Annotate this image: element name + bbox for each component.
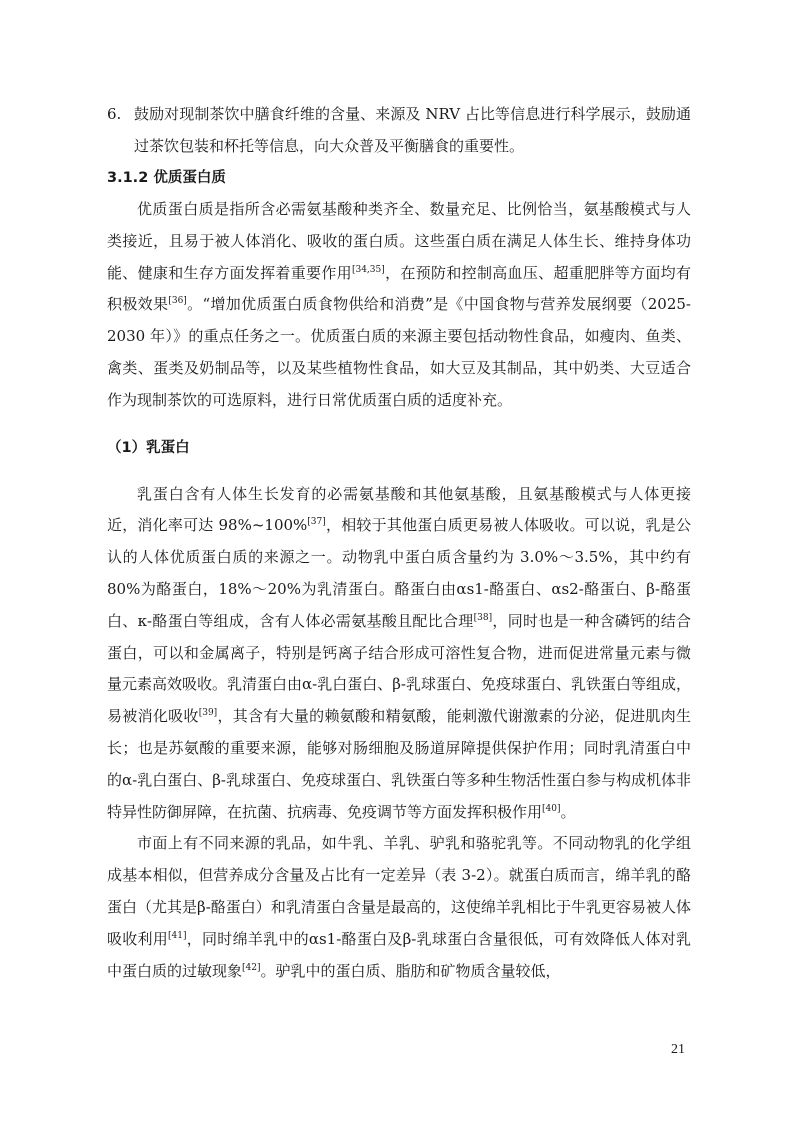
text-run: ，在预防和控制高血压、超重肥胖等方面均有积极效果	[107, 263, 691, 314]
citation: [37]	[307, 517, 326, 528]
paragraph-high-quality-protein	[107, 194, 691, 417]
list-number: 6.	[107, 105, 122, 123]
citation: [40]	[542, 803, 561, 814]
citation: [41]	[168, 930, 187, 941]
citation: [42]	[242, 962, 261, 973]
text-run: ，其含有大量的赖氨酸和精氨酸，能刺激代谢激素的分泌，促进肌肉生长；也是苏氨酸的重要来源，能够对肠细胞及肠道屏障提供保护作用；同时乳清蛋白中的α-乳白蛋白、β-乳球蛋白、免疫球蛋白、乳铁蛋白等多种生物活性蛋白参与构成机体非特异性防御屏障，在抗菌、抗病毒、免疫调节等方面发挥积极作用	[107, 707, 691, 821]
section-heading: 3.1.2 优质蛋白质	[107, 170, 226, 186]
paragraph-milk-protein	[107, 479, 691, 829]
citation: [36]	[168, 296, 187, 307]
text-run: 。	[560, 802, 576, 821]
text-run: 乳蛋白含有人体生长发育的必需氨基酸和其他氨基酸，且氨基酸模式与人体更接近，消化率可达 98%~100%	[107, 484, 691, 535]
text-run: 。“增加优质蛋白质食物供给和消费”是《中国食物与营养发展纲要（2025-2030 年）》的重点任务之一。优质蛋白质的来源主要包括动物性食品，如瘦肉、鱼类、禽类、蛋类及奶制品等，以及某些植物性食品，如大豆及其制品，其中奶类、大豆适合作为现制茶饮的可选原料，进行日常优质蛋白质的适度补充。	[107, 295, 691, 409]
citation: [39]	[198, 708, 218, 719]
list-item-6	[107, 98, 691, 162]
page-content	[107, 98, 691, 987]
text-run: ，相较于其他蛋白质更易被人体吸收。可以说，乳是公认的人体优质蛋白质的来源之一。动物乳中蛋白质含量约为 3.0%～3.5%，其中约有 80%为酪蛋白，18%～20%为乳清蛋白。酪蛋白由αs1-酪蛋白、αs2-酪蛋白、β-酪蛋白、κ-酪蛋白等组成，含有人体必需氨基酸且配比合理	[107, 516, 691, 630]
list-item-text: 鼓励对现制茶饮中膳食纤维的含量、来源及 NRV 占比等信息进行科学展示，鼓励通过茶饮包装和杯托等信息，向大众普及平衡膳食的重要性。	[134, 105, 691, 155]
citation: [34,35]	[351, 264, 385, 275]
text-run: ，同时也是一种含磷钙的结合蛋白，可以和金属离子，特别是钙离子结合形成可溶性复合物，进而促进常量元素与微量元素高效吸收。乳清蛋白由α-乳白蛋白、β-乳球蛋白、免疫球蛋白、乳铁蛋白等组成，易被消化吸收	[107, 611, 691, 726]
paragraph-milk-sources	[107, 828, 691, 987]
text-run: 。驴乳中的蛋白质、脂肪和矿物质含量较低，	[260, 961, 561, 980]
text-run: 市面上有不同来源的乳品，如牛乳、羊乳、驴乳和骆驼乳等。不同动物乳的化学组成基本相似，但营养成分含量及占比有一定差异（表 3-2）。就蛋白质而言，绵羊乳的酪蛋白（尤其是β-酪蛋白）和乳清蛋白含量是最高的，这使绵羊乳相比于牛乳更容易被人体吸收利用	[107, 834, 691, 948]
citation: [38]	[473, 612, 493, 623]
text-run: 优质蛋白质是指所含必需氨基酸种类齐全、数量充足、比例恰当，氨基酸模式与人类接近，且易于被人体消化、吸收的蛋白质。这些蛋白质在满足人体生长、维持身体功能、健康和生存方面发挥着重要作用	[107, 200, 691, 282]
subsection-heading: （1）乳蛋白	[107, 439, 190, 456]
text-run: ，同时绵羊乳中的αs1-酪蛋白及β-乳球蛋白含量很低，可有效降低人体对乳中蛋白质的过敏现象	[107, 929, 691, 980]
page-number: 21	[671, 1042, 685, 1057]
